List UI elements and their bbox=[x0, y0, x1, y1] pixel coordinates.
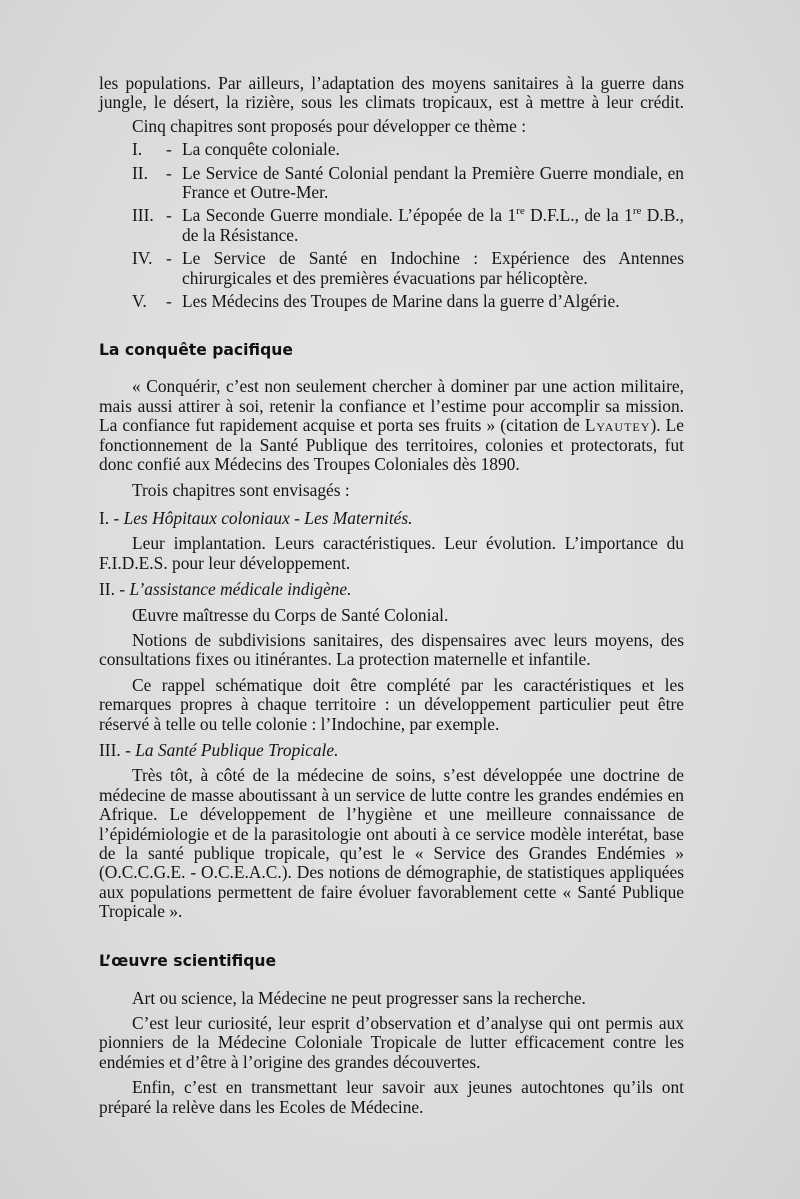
chapter-number: II. bbox=[132, 162, 148, 183]
superscript: re bbox=[516, 205, 525, 218]
chapter-text: Les Médecins des Troupes de Marine dans la guerre d’Algérie. bbox=[182, 291, 620, 312]
chapter-text: Le Service de Santé Colonial pendant la Première Guerre mondiale, en France et Outre-Mer. bbox=[182, 162, 684, 203]
chapter-text: Le Service de Santé en Indochine : Expérience des Antennes chirurgicales et des premières évacuations par hélicoptère. bbox=[182, 248, 684, 288]
chapter-text: La conquête coloniale. bbox=[182, 139, 340, 160]
chapter-text-part: D.B., de la Résistance. bbox=[182, 205, 684, 245]
chapter-dash: - bbox=[166, 291, 172, 312]
chapter-item bbox=[99, 164, 684, 203]
section-heading-oeuvre: L’œuvre scientifique bbox=[99, 951, 277, 970]
paragraph: Leur implantation. Leurs caractéristiques. Leur évolution. L’importance du F.I.D.E.S. pour leur développement. bbox=[99, 533, 684, 573]
quote-text: « Conquérir, c’est non seulement chercher à dominer par une action militaire, mais aussi attirer à soi, retenir la confiance et l’estime pour accomplir sa mission. La confiance fut rapidement acquise et porta ses fruits » (citation de bbox=[99, 376, 684, 436]
paragraph: Notions de subdivisions sanitaires, des dispensaires avec leurs moyens, des consultations fixes ou itinérantes. La protection maternelle et infantile. bbox=[99, 629, 684, 670]
subsection-title bbox=[99, 741, 684, 760]
chapter-number: I. bbox=[132, 139, 143, 160]
subsection-number: III. - bbox=[99, 739, 131, 760]
subsection-heading: L’assistance médicale indigène. bbox=[129, 579, 352, 600]
paragraph: Ce rappel schématique doit être complété par les caractéristiques et les remarques propres à chaque territoire : un développement particulier peut être réservé à telle ou telle colonie : l’Indochine, par exemple. bbox=[99, 674, 684, 734]
chapter-item bbox=[99, 292, 684, 311]
chapter-number: III. bbox=[132, 205, 154, 226]
paragraph: Très tôt, à côté de la médecine de soins, s’est développée une doctrine de médecine de masse aboutissant à un service de lutte contre les grandes endémies en Afrique. Le développement de l’hygiène et une meilleure connaissance de l’épidémiologie et de la parasitologie ont abouti à ce service modèle interétat, base de la santé publique tropicale, qu’est le « Service des Grandes Endémies » (O.C.C.G.E. - O.C.E.A.C.). Des notions de démographie, de statistiques appliquées aux populations permettent de faire évoluer favorablement cette « Santé Publique Tropicale ». bbox=[99, 765, 684, 922]
paragraph: Art ou science, la Médecine ne peut progresser sans la recherche. bbox=[132, 987, 586, 1008]
quote-text: ). Le fonctionnement de la Santé Publique des territoires, colonies et protectorats, fut donc confié aux Médecins des Troupes Coloniales dès 1890. bbox=[99, 415, 684, 475]
subsection bbox=[99, 741, 684, 922]
quote-paragraph bbox=[99, 377, 684, 474]
author-name: Lyautey bbox=[584, 415, 651, 436]
chapter-dash: - bbox=[166, 205, 172, 226]
chapter-number: V. bbox=[132, 291, 147, 312]
chapter-dash: - bbox=[166, 162, 172, 183]
paragraph: Œuvre maîtresse du Corps de Santé Colonial. bbox=[132, 604, 449, 625]
chapter-text bbox=[182, 206, 684, 245]
chapter-item bbox=[99, 249, 684, 288]
intro-line-2: jungle, le désert, la rizière, sous les climats tropicaux, est à mettre à leur crédit. bbox=[99, 92, 684, 113]
paragraph: Enfin, c’est en transmettant leur savoir aux jeunes autochtones qu’ils ont préparé la relève dans les Ecoles de Médecine. bbox=[99, 1077, 684, 1117]
section-heading-conquete: La conquête pacifique bbox=[99, 341, 293, 360]
chapter-dash: - bbox=[166, 139, 172, 160]
page-content bbox=[99, 74, 684, 1117]
subchapters-intro: Trois chapitres sont envisagés : bbox=[132, 479, 350, 500]
paragraph: C’est leur curiosité, leur esprit d’observation et d’analyse qui ont permis aux pionniers de la Médecine Coloniale Tropicale de lutter efficacement contre les endémies et d’être à l’origine des grandes découvertes. bbox=[99, 1013, 684, 1072]
chapter-number: IV. bbox=[132, 248, 153, 269]
intro-line-1: les populations. Par ailleurs, l’adaptation des moyens sanitaires à la guerre dans bbox=[99, 73, 684, 93]
subsection-heading: La Santé Publique Tropicale. bbox=[135, 739, 339, 760]
chapter-item bbox=[99, 206, 684, 245]
chapter-item bbox=[99, 140, 684, 159]
chapter-text-part: La Seconde Guerre mondiale. L’épopée de la 1 bbox=[182, 205, 517, 226]
chapter-dash: - bbox=[166, 248, 172, 269]
chapter-text-part: D.F.L., de la 1 bbox=[524, 205, 633, 226]
subsection-number: I. - bbox=[99, 507, 120, 528]
superscript: re bbox=[632, 205, 642, 218]
subsection-heading: Les Hôpitaux coloniaux - Les Maternités. bbox=[123, 507, 413, 528]
subsection-title bbox=[99, 580, 684, 599]
subsection-title bbox=[99, 509, 684, 528]
subsection-number: II. - bbox=[99, 579, 126, 600]
subsection bbox=[99, 580, 684, 734]
subsection bbox=[99, 509, 684, 573]
chapters-intro: Cinq chapitres sont proposés pour développer ce thème : bbox=[132, 115, 527, 136]
